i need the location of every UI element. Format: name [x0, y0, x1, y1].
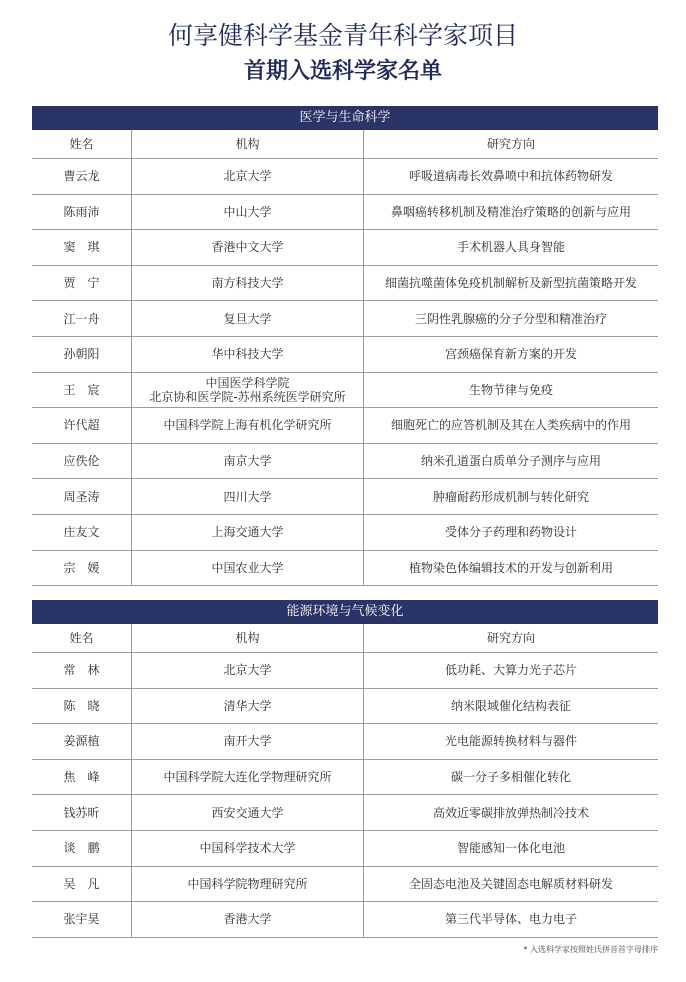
cell-institution	[132, 867, 364, 902]
cell-name: 窦 琪	[32, 230, 132, 265]
section-energy	[32, 600, 658, 938]
cell-institution	[132, 444, 364, 479]
institution-line: 中国科学院大连化学物理研究所	[163, 770, 332, 785]
table-row	[32, 515, 658, 551]
institution-line: 中国科学院上海有机化学研究所	[163, 418, 332, 433]
cell-direction: 手术机器人具身智能	[456, 240, 565, 255]
column-header-name: 姓名	[32, 624, 132, 652]
cell-direction: 全固态电池及关键固态电解质材料研发	[408, 876, 613, 891]
cell-name: 谈 鹏	[32, 831, 132, 866]
cell-direction: 细胞死亡的应答机制及其在人类疾病中的作用	[390, 418, 631, 433]
table-row	[32, 795, 658, 831]
page-subtitle: 首期入选科学家名单	[243, 59, 442, 84]
cell-direction: 细菌抗噬菌体免疫机制解析及新型抗菌策略开发	[384, 276, 637, 291]
institution-line: 香港中文大学	[211, 240, 284, 255]
cell-institution	[132, 266, 364, 301]
cell-name: 王 宸	[32, 373, 132, 408]
cell-name: 焦 峰	[32, 760, 132, 795]
cell-institution	[132, 902, 364, 937]
table-row	[32, 301, 658, 337]
table-row	[32, 373, 658, 409]
institution-line: 清华大学	[223, 698, 272, 713]
cell-name: 曹云龙	[32, 159, 132, 194]
institution-line: 中国科学技术大学	[199, 841, 296, 856]
cell-direction: 低功耗、大算力光子芯片	[444, 663, 577, 678]
cell-institution	[132, 551, 364, 586]
institution-line: 南方科技大学	[211, 276, 284, 291]
cell-institution	[132, 831, 364, 866]
cell-institution	[132, 760, 364, 795]
cell-name: 孙朝阳	[32, 337, 132, 372]
cell-name: 吴 凡	[32, 867, 132, 902]
cell-direction: 鼻咽癌转移机制及精准治疗策略的创新与应用	[390, 204, 631, 219]
table-body	[32, 159, 658, 586]
cell-name: 张宇昊	[32, 902, 132, 937]
cell-institution	[132, 230, 364, 265]
institution-line: 南开大学	[223, 734, 272, 749]
cell-direction: 智能感知一体化电池	[456, 841, 565, 856]
footnote: * 入选科学家按照姓氏拼音首字母排序	[523, 945, 658, 954]
cell-institution	[132, 159, 364, 194]
institution-line: 上海交通大学	[211, 525, 284, 540]
cell-direction: 受体分子药理和药物设计	[444, 525, 577, 540]
cell-institution	[132, 689, 364, 724]
cell-institution	[132, 515, 364, 550]
institution-line: 复旦大学	[223, 311, 272, 326]
cell-institution	[132, 724, 364, 759]
table-row	[32, 831, 658, 867]
table-row	[32, 760, 658, 796]
column-header-direction: 研究方向	[486, 631, 535, 645]
cell-name: 周圣涛	[32, 479, 132, 514]
cell-institution	[132, 373, 364, 408]
cell-name: 贾 宁	[32, 266, 132, 301]
cell-direction: 肿瘤耐药形成机制与转化研究	[432, 489, 589, 504]
institution-line: 中国科学院物理研究所	[187, 876, 308, 891]
cell-institution	[132, 408, 364, 443]
cell-name: 常 林	[32, 653, 132, 688]
cell-direction: 光电能源转换材料与器件	[444, 734, 577, 749]
cell-name: 陈雨沛	[32, 195, 132, 230]
cell-name: 宗 媛	[32, 551, 132, 586]
cell-direction: 纳米限域催化结构表征	[450, 698, 571, 713]
institution-line: 华中科技大学	[211, 347, 284, 362]
cell-institution	[132, 337, 364, 372]
cell-name: 陈 晓	[32, 689, 132, 724]
institution-line: 北京大学	[223, 169, 272, 184]
table-row	[32, 159, 658, 195]
cell-institution	[132, 653, 364, 688]
section-medicine	[32, 106, 658, 586]
column-header-institution: 机构	[132, 130, 364, 158]
table-row	[32, 266, 658, 302]
cell-name: 应佚伦	[32, 444, 132, 479]
cell-name: 许代超	[32, 408, 132, 443]
column-header-name: 姓名	[32, 130, 132, 158]
table-body	[32, 653, 658, 938]
cell-direction: 第三代半导体、电力电子	[444, 912, 577, 927]
cell-direction: 高效近零碳排放弹热制冷技术	[432, 805, 589, 820]
institution-line: 南京大学	[223, 454, 272, 469]
cell-institution	[132, 795, 364, 830]
institution-line: 中山大学	[223, 204, 272, 219]
cell-direction: 三阴性乳腺癌的分子分型和精准治疗	[414, 311, 607, 326]
table-row	[32, 551, 658, 587]
column-header-institution: 机构	[132, 624, 364, 652]
cell-direction: 碳一分子多相催化转化	[450, 770, 571, 785]
institution-line: 北京协和医学院-苏州系统医学研究所	[149, 389, 346, 404]
institution-line: 香港大学	[223, 912, 272, 927]
section-header: 医学与生命科学	[32, 106, 658, 130]
cell-direction: 纳米孔道蛋白质单分子测序与应用	[420, 454, 601, 469]
cell-institution	[132, 195, 364, 230]
column-header-direction: 研究方向	[486, 137, 535, 151]
page-title: 何享健科学基金青年科学家项目	[167, 21, 518, 50]
cell-direction: 植物染色体编辑技术的开发与创新利用	[408, 560, 613, 575]
table-row	[32, 337, 658, 373]
institution-line: 北京大学	[223, 663, 272, 678]
cell-direction: 宫颈癌保育新方案的开发	[444, 347, 577, 362]
table-row	[32, 195, 658, 231]
cell-name: 姜源植	[32, 724, 132, 759]
cell-direction: 呼吸道病毒长效鼻喷中和抗体药物研发	[408, 169, 613, 184]
cell-name: 江一舟	[32, 301, 132, 336]
cell-institution	[132, 479, 364, 514]
table-row	[32, 724, 658, 760]
table-row	[32, 689, 658, 725]
table-row	[32, 653, 658, 689]
table-header-row	[32, 130, 658, 159]
section-header: 能源环境与气候变化	[32, 600, 658, 624]
table-row	[32, 444, 658, 480]
table-row	[32, 230, 658, 266]
cell-direction: 生物节律与免疫	[468, 382, 553, 397]
cell-name: 钱苏昕	[32, 795, 132, 830]
table-row	[32, 408, 658, 444]
cell-institution	[132, 301, 364, 336]
table-header-row	[32, 624, 658, 653]
table-row	[32, 479, 658, 515]
institution-line: 四川大学	[223, 489, 272, 504]
table-row	[32, 902, 658, 938]
cell-name: 庄友文	[32, 515, 132, 550]
institution-line: 西安交通大学	[211, 805, 284, 820]
table-row	[32, 867, 658, 903]
institution-line: 中国农业大学	[211, 560, 284, 575]
institution-line: 中国医学科学院	[205, 375, 290, 390]
